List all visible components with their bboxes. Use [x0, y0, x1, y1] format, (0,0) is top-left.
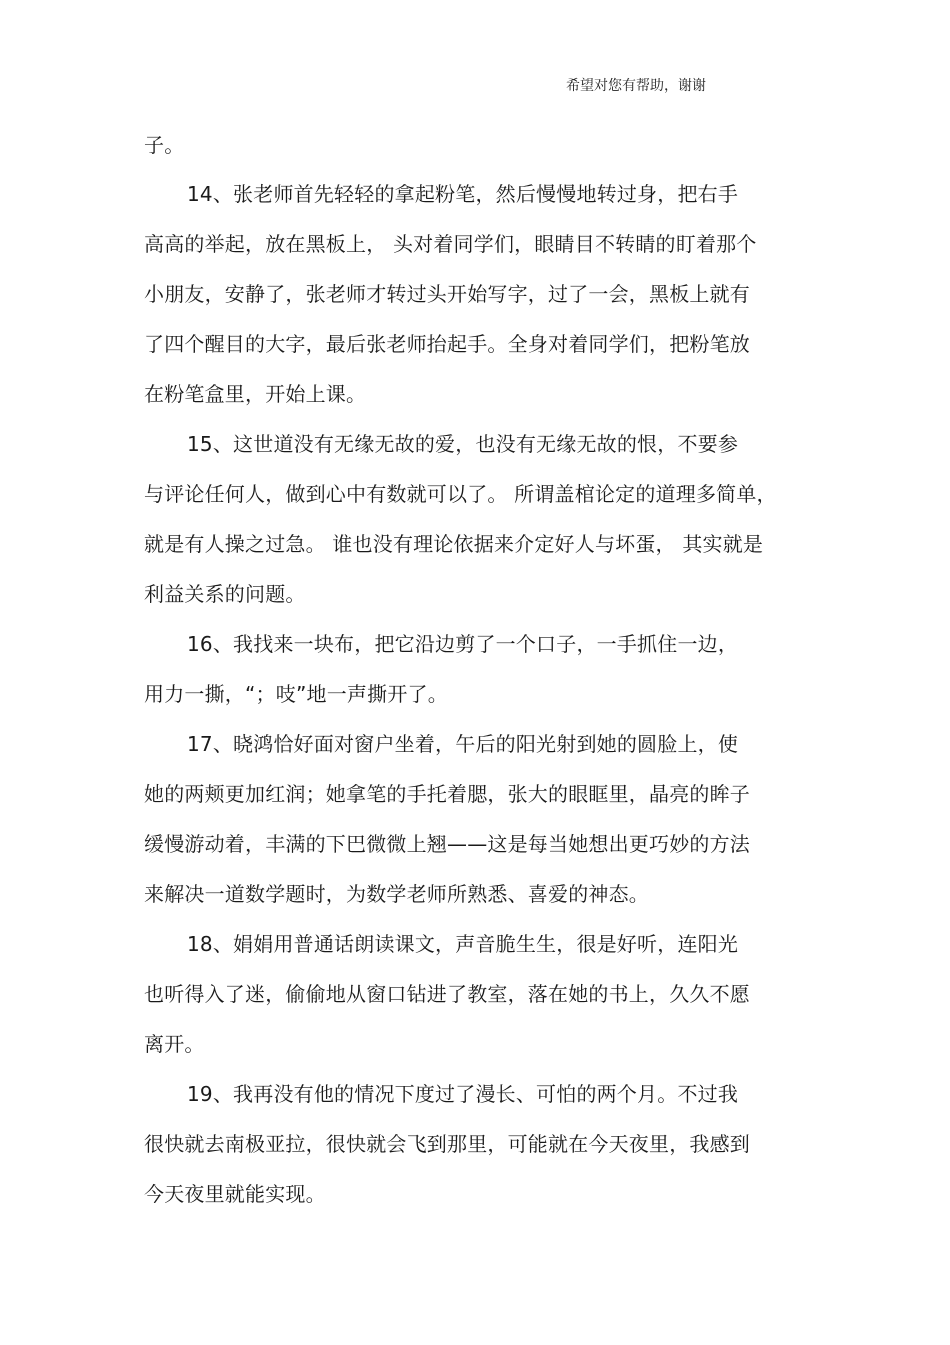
paragraph-16-line-1: 16、我找来一块布，把它沿边剪了一个口子，一手抓住一边，	[187, 632, 739, 656]
text-line: 子。	[144, 133, 185, 157]
text-line: 了四个醒目的大字，最后张老师抬起手。全身对着同学们，把粉笔放	[144, 332, 750, 356]
text-line: 来解决一道数学题时，为数学老师所熟悉、喜爱的神态。	[144, 882, 649, 906]
paragraph-18-line-1: 18、娟娟用普通话朗读课文，声音脆生生，很是好听，连阳光	[187, 932, 739, 956]
text-line: 离开。	[144, 1032, 205, 1056]
paragraph-19-line-1: 19、我再没有他的情况下度过了漫长、可怕的两个月。不过我	[187, 1082, 739, 1106]
paragraph-14-line-1: 14、张老师首先轻轻的拿起粉笔，然后慢慢地转过身，把右手	[187, 182, 739, 206]
header-note: 希望对您有帮助，谢谢	[566, 78, 706, 94]
text-line: 很快就去南极亚拉，很快就会飞到那里，可能就在今天夜里，我感到	[144, 1132, 750, 1156]
text-line: 今天夜里就能实现。	[144, 1182, 326, 1206]
text-line: 就是有人操之过急。 谁也没有理论依据来介定好人与坏蛋， 其实就是	[144, 532, 764, 556]
text-line: 缓慢游动着，丰满的下巴微微上翘——这是每当她想出更巧妙的方法	[144, 832, 750, 856]
text-line: 与评论任何人，做到心中有数就可以了。 所谓盖棺论定的道理多简单，	[144, 482, 777, 506]
paragraph-15-line-1: 15、这世道没有无缘无故的爱，也没有无缘无故的恨，不要参	[187, 432, 739, 456]
text-line: 在粉笔盒里，开始上课。	[144, 382, 367, 406]
text-line: 利益关系的问题。	[144, 582, 306, 606]
text-line: 也听得入了迷，偷偷地从窗口钻进了教室，落在她的书上，久久不愿	[144, 982, 750, 1006]
text-line: 小朋友，安静了，张老师才转过头开始写字，过了一会，黑板上就有	[144, 282, 750, 306]
text-line: 高高的举起，放在黑板上， 头对着同学们，眼睛目不转睛的盯着那个	[144, 232, 757, 256]
text-line: 她的两颊更加红润；她拿笔的手托着腮，张大的眼眶里，晶亮的眸子	[144, 782, 750, 806]
paragraph-17-line-1: 17、晓鸿恰好面对窗户坐着，午后的阳光射到她的圆脸上，使	[187, 732, 739, 756]
text-line: 用力一撕，“；吱”地一声撕开了。	[144, 682, 448, 706]
